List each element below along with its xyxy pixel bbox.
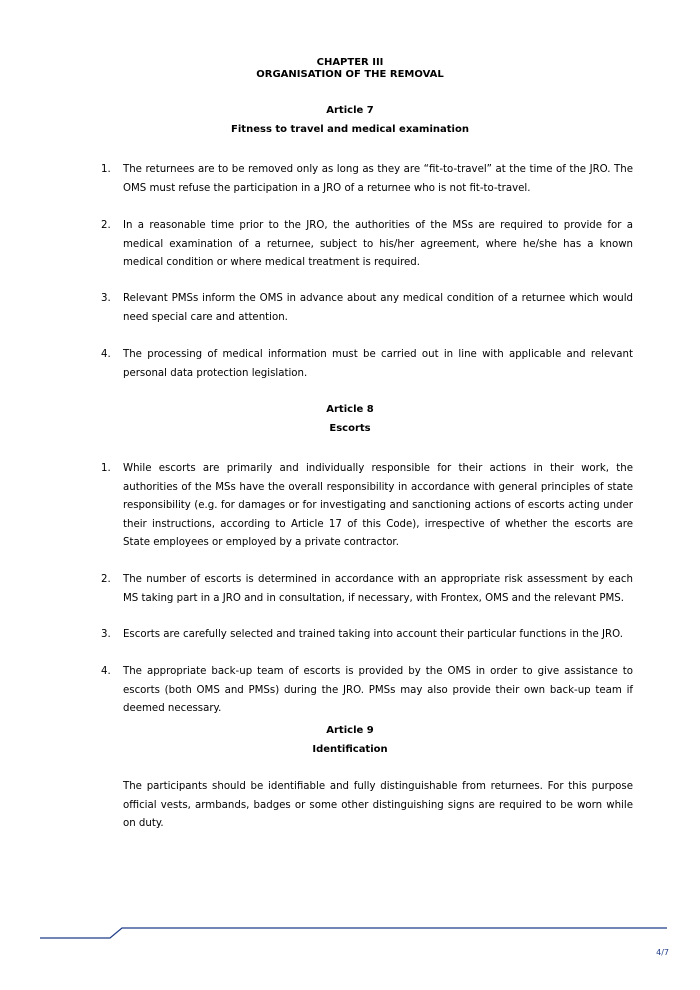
article-7-item-3 [101,290,633,327]
item-number: 3. [101,629,111,640]
item-number: 4. [101,349,111,360]
item-text: The appropriate back-up team of escorts is provided by the OMS in order to give assistance to escorts (both OMS and PMSs) during the JRO. PMSs may also provide their own back-up team if deemed necessary. [123,666,633,714]
footer-rule-line [40,928,667,938]
item-text: While escorts are primarily and individually responsible for their actions in their work, the authorities of the MSs have the overall responsibility in accordance with general principles of state responsibility (e.g. for damages or for investigating and sanctioning actions of escorts acting under their instructions, according to Article 17 of this Code), irrespective of whether the escorts are State employees or employed by a private contractor. [123,463,633,548]
article-8-item-4 [101,663,633,719]
item-number: 2. [101,574,111,585]
article-8-title: Escorts [329,423,371,434]
article-7-title: Fitness to travel and medical examination [231,124,469,135]
item-number: 1. [101,463,111,474]
article-8-heading: Article 8 [326,404,374,415]
item-text: Escorts are carefully selected and trained taking into account their particular functions in the JRO. [123,629,623,640]
chapter-title: CHAPTER III [316,57,384,68]
article-8-item-3 [101,626,633,645]
item-text: Relevant PMSs inform the OMS in advance about any medical condition of a returnee which would need special care and attention. [123,293,633,323]
article-7-item-4 [101,346,633,383]
article-9-paragraph: The participants should be identifiable and fully distinguishable from returnees. For this purpose official vests, armbands, badges or some other distinguishing signs are required to be worn while on duty. [123,781,633,829]
article-7-item-1 [101,161,633,198]
item-number: 2. [101,220,111,231]
item-number: 4. [101,666,111,677]
item-text: The returnees are to be removed only as long as they are “fit-to-travel” at the time of the JRO. The OMS must refuse the participation in a JRO of a returnee who is not fit-to-travel. [123,164,633,194]
article-9-title: Identification [312,744,388,755]
item-text: The processing of medical information must be carried out in line with applicable and relevant personal data protection legislation. [123,349,633,379]
item-number: 1. [101,164,111,175]
article-7-heading: Article 7 [326,105,374,116]
item-text: In a reasonable time prior to the JRO, the authorities of the MSs are required to provide for a medical examination of a returnee, subject to his/her agreement, where he/she has a known medical condition or where medical treatment is required. [123,220,633,268]
chapter-subtitle: ORGANISATION OF THE REMOVAL [256,69,444,80]
item-number: 3. [101,293,111,304]
item-text: The number of escorts is determined in accordance with an appropriate risk assessment by each MS taking part in a JRO and in consultation, if necessary, with Frontex, OMS and the relevant PMS. [123,574,633,604]
article-7-item-2 [101,217,633,273]
article-8-item-1 [101,460,633,553]
page-number: 4/7 [656,948,669,957]
article-9-heading: Article 9 [326,725,374,736]
article-8-item-2 [101,571,633,608]
footer-rule [0,924,700,944]
